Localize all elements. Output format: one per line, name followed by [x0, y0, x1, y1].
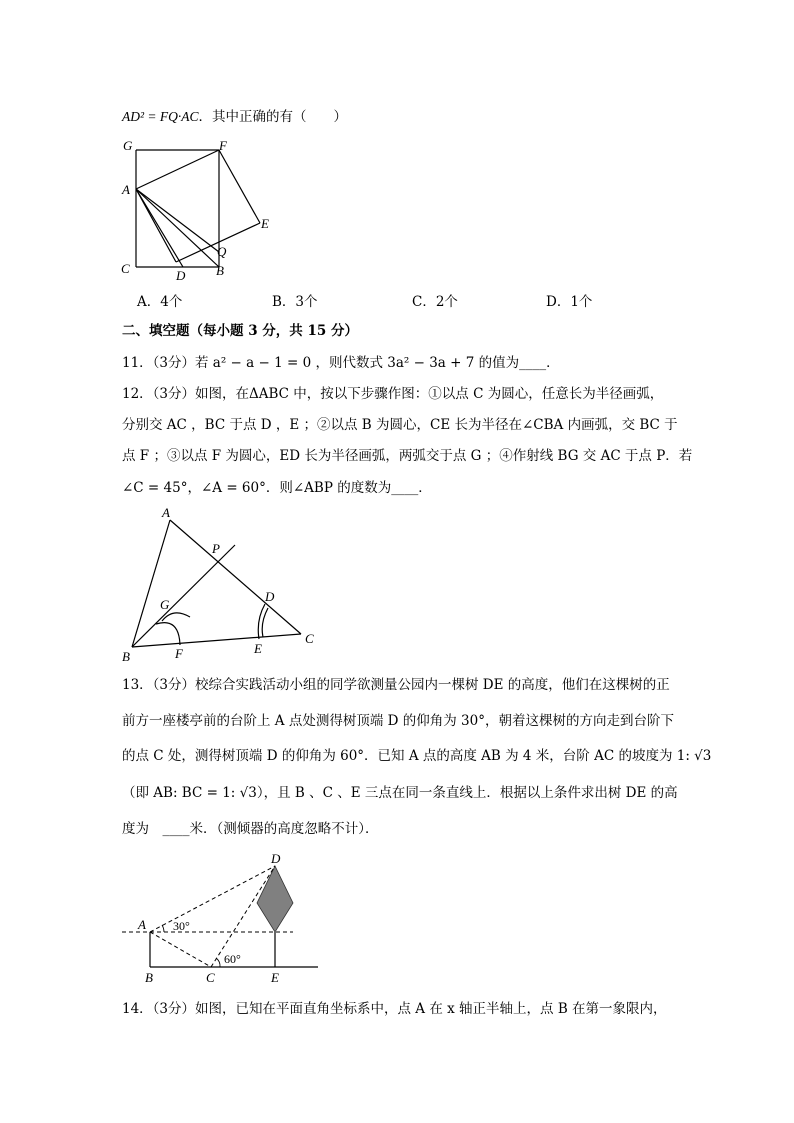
- q13-label-30deg: 30°: [173, 919, 190, 933]
- q10-label-C: C: [121, 261, 130, 276]
- q13-line-1: 13．（3分）校综合实践活动小组的同学欲测量公园内一棵树 DE 的高度，他们在这棵树的正: [122, 677, 670, 693]
- q13-label-E: E: [271, 970, 279, 985]
- q13-line-5: 度为 ____米．（测倾器的高度忽略不计）．: [122, 821, 379, 837]
- q12-label-C: C: [305, 631, 314, 646]
- q12-line-1: 12．（3分）如图，在ΔABC 中，按以下步骤作图：①以点 C 为圆心，任意长为半径画弧，: [122, 386, 664, 402]
- q13-figure: [118, 850, 338, 990]
- q13-label-D: D: [271, 851, 281, 866]
- section2-title: 二、填空题（每小题 3 分，共 15 分）: [122, 323, 358, 339]
- q10-label-B: B: [216, 263, 224, 278]
- q10-label-G: G: [123, 138, 133, 153]
- q13-label-C: C: [206, 970, 215, 985]
- q13-line-4: （即 AB: BC = 1: √3），且 B 、C 、E 三点在同一条直线上．根据以上条件求出树 DE 的高: [122, 785, 678, 801]
- q12-label-P: P: [212, 541, 220, 556]
- q12-label-E: E: [254, 641, 262, 656]
- q12-line-2: 分别交 AC ，BC 于点 D ，E ；②以点 B 为圆心，CE 长为半径在∠CBA 内画弧，交 BC 于: [122, 417, 678, 433]
- q10-option-c: C．2个: [412, 294, 458, 310]
- q12-label-A: A: [162, 505, 170, 520]
- q11-text: 11．（3分）若 a² − a − 1 = 0 ，则代数式 3a² − 3a + 7 的值为____．: [122, 355, 560, 371]
- q10-tail-text: ．其中正确的有（ ）: [198, 109, 348, 125]
- q12-line-3: 点 F ；③以点 F 为圆心，ED 长为半径画弧，两弧交于点 G ；④作射线 BG 交 AC 于点 P．若: [122, 448, 693, 464]
- q10-label-E: E: [261, 216, 269, 231]
- q13-tree: [257, 866, 293, 932]
- q12-line-4: ∠C = 45°，∠A = 60°．则∠ABP 的度数为____．: [122, 480, 432, 496]
- q10-label-F: F: [219, 138, 227, 153]
- q10-tail: [122, 108, 347, 126]
- q12-label-D: D: [265, 589, 275, 604]
- q13-label-A: A: [138, 917, 146, 932]
- q10-option-b: B．3个: [272, 294, 318, 310]
- q12-label-G: G: [160, 597, 170, 612]
- q12-label-B: B: [122, 649, 130, 664]
- q13-line-2: 前方一座楼亭前的台阶上 A 点处测得树顶端 D 的仰角为 30°，朝着这棵树的方向走到台阶下: [122, 713, 674, 729]
- q13-label-B: B: [145, 970, 153, 985]
- q12-label-F: F: [175, 646, 183, 661]
- q10-label-A: A: [122, 182, 130, 197]
- q10-label-Q: Q: [217, 244, 227, 259]
- q10-figure: [110, 136, 270, 286]
- q10-tail-formula: AD² = FQ·AC: [122, 109, 199, 124]
- q12-figure: [118, 505, 328, 665]
- q10-option-a: A．4个: [137, 294, 183, 310]
- q10-label-D: D: [176, 268, 186, 283]
- q10-option-d: D．1个: [546, 294, 593, 310]
- q14-text: 14．（3分）如图，已知在平面直角坐标系中，点 A 在 x 轴正半轴上，点 B 在第一象限内，: [122, 1001, 667, 1017]
- q13-label-60deg: 60°: [224, 952, 241, 966]
- q13-line-3: 的点 C 处，测得树顶端 D 的仰角为 60°．已知 A 点的高度 AB 为 4 米，台阶 AC 的坡度为 1: √3: [122, 748, 712, 764]
